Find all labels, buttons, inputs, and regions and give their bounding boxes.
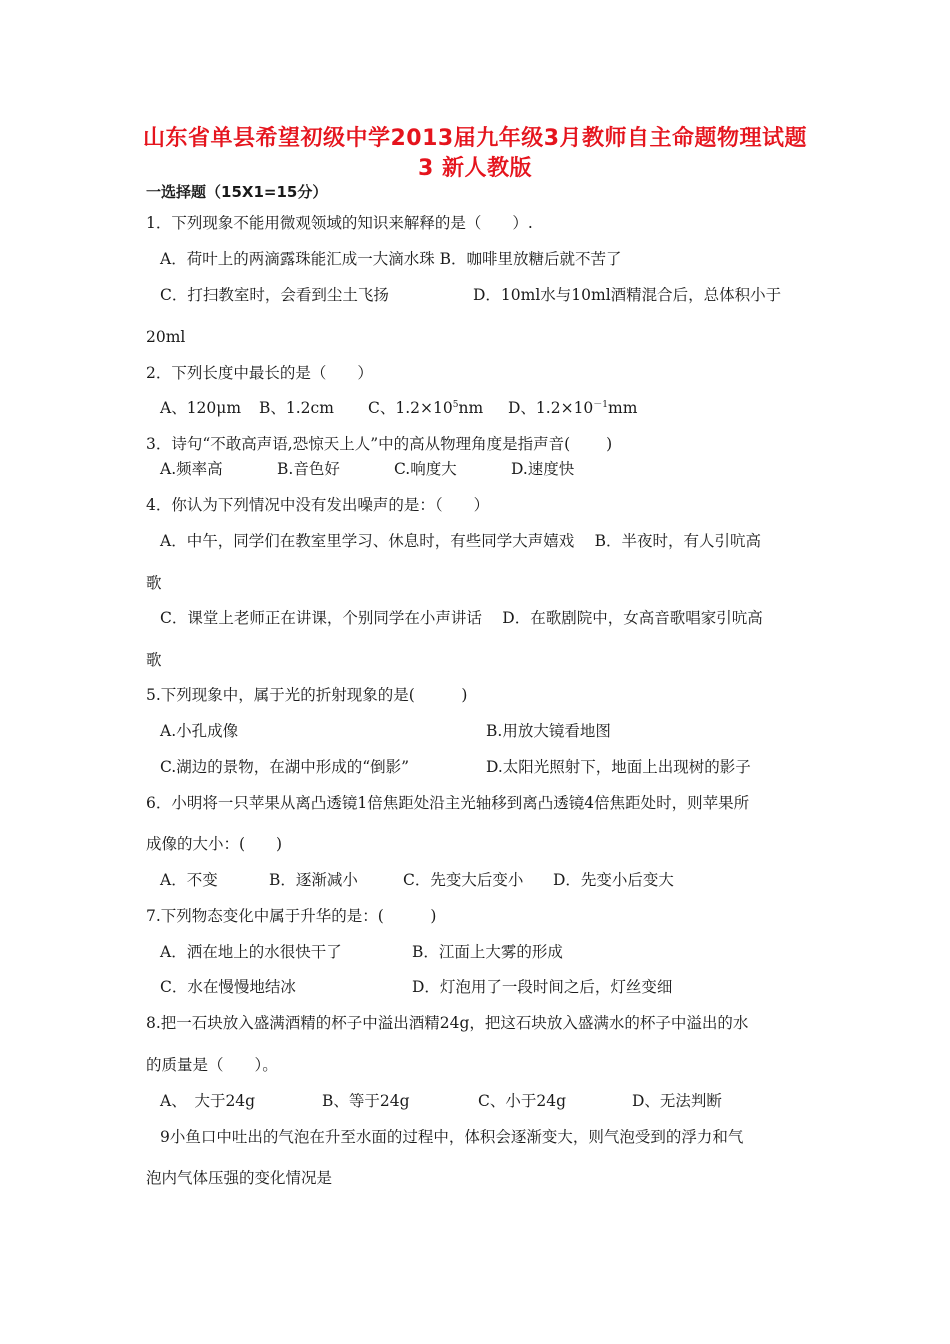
option-c: C.响度大 bbox=[394, 460, 457, 478]
question-stem: 5.下列现象中，属于光的折射现象的是( ) bbox=[146, 686, 468, 704]
question-stem-continuation: 泡内气体压强的变化情况是 bbox=[146, 1169, 333, 1187]
option-a: A、120μm bbox=[160, 399, 242, 417]
option-c: C.湖边的景物，在湖中形成的“倒影” bbox=[160, 758, 410, 776]
question-stem: 7.下列物态变化中属于升华的是：( ) bbox=[146, 907, 437, 925]
option-d: D．灯泡用了一段时间之后，灯丝变细 bbox=[412, 978, 673, 996]
option-d: D.速度快 bbox=[511, 460, 575, 478]
option-b: B、1.2cm bbox=[259, 399, 334, 417]
option-b: B、等于24g bbox=[322, 1092, 410, 1110]
question-stem-continuation: 的质量是（ ）。 bbox=[146, 1056, 278, 1074]
question-stem: 3．诗句“不敢高声语,恐惊天上人”中的高从物理角度是指声音( ) bbox=[146, 435, 613, 453]
option-a: A、 大于24g bbox=[160, 1092, 256, 1110]
section-heading: 一选择题（15X1=15分） bbox=[146, 183, 328, 201]
option-c: C．先变大后变小 bbox=[403, 871, 524, 889]
option-line: A．荷叶上的两滴露珠能汇成一大滴水珠 B．咖啡里放糖后就不苦了 bbox=[160, 250, 622, 268]
option-b: B．江面上大雾的形成 bbox=[412, 943, 563, 961]
question-stem: 9小鱼口中吐出的气泡在升至水面的过程中，体积会逐渐变大，则气泡受到的浮力和气 bbox=[160, 1128, 744, 1146]
question-stem: 4．你认为下列情况中没有发出噪声的是：（ ） bbox=[146, 496, 490, 514]
option-continuation: 20ml bbox=[146, 328, 186, 346]
option-continuation: 歌 bbox=[146, 574, 162, 592]
option-a: A．洒在地上的水很快干了 bbox=[160, 943, 342, 961]
option-d: D．先变小后变大 bbox=[553, 871, 674, 889]
option-b: B.音色好 bbox=[277, 460, 340, 478]
option-line: C．课堂上老师正在讲课，个别同学在小声讲话 D．在歌剧院中，女高音歌唱家引吭高 bbox=[160, 609, 763, 627]
question-stem: 8.把一石块放入盛满酒精的杯子中溢出酒精24g，把这石块放入盛满水的杯子中溢出的水 bbox=[146, 1014, 749, 1032]
option-b: B．逐渐减小 bbox=[269, 871, 358, 889]
option-c: C、$1.2\times 10^5nm$ bbox=[368, 399, 484, 417]
option-continuation: 歌 bbox=[146, 651, 162, 669]
question-stem: 1．下列现象不能用微观领域的知识来解释的是（ ）. bbox=[146, 214, 533, 232]
exam-title-line2: 3 新人教版 bbox=[418, 156, 532, 181]
option-d: D.太阳光照射下，地面上出现树的影子 bbox=[486, 758, 751, 776]
exam-title: 山东省单县希望初级中学2013届九年级3月教师自主命题物理试题 bbox=[142, 126, 808, 151]
option-c: C．打扫教室时，会看到尘土飞扬 bbox=[160, 286, 389, 304]
option-a: A.小孔成像 bbox=[160, 722, 239, 740]
option-b: B.用放大镜看地图 bbox=[486, 722, 611, 740]
option-d: D、$1.2\times 10^{-1}mm$ bbox=[508, 399, 638, 417]
question-stem: 6．小明将一只苹果从离凸透镜1倍焦距处沿主光轴移到离凸透镜4倍焦距处时，则苹果所 bbox=[146, 794, 750, 812]
question-stem-continuation: 成像的大小：( ) bbox=[146, 835, 283, 853]
option-d: D．10ml水与10ml酒精混合后，总体积小于 bbox=[473, 286, 782, 304]
question-stem: 2．下列长度中最长的是（ ） bbox=[146, 364, 373, 382]
option-d: D、无法判断 bbox=[632, 1092, 722, 1110]
option-c: C．水在慢慢地结冰 bbox=[160, 978, 296, 996]
option-a: A.频率高 bbox=[160, 460, 223, 478]
option-a: A．不变 bbox=[160, 871, 218, 889]
option-line: A．中午，同学们在教室里学习、休息时，有些同学大声嬉戏 B．半夜时，有人引吭高 bbox=[160, 532, 762, 550]
option-c: C、小于24g bbox=[478, 1092, 567, 1110]
